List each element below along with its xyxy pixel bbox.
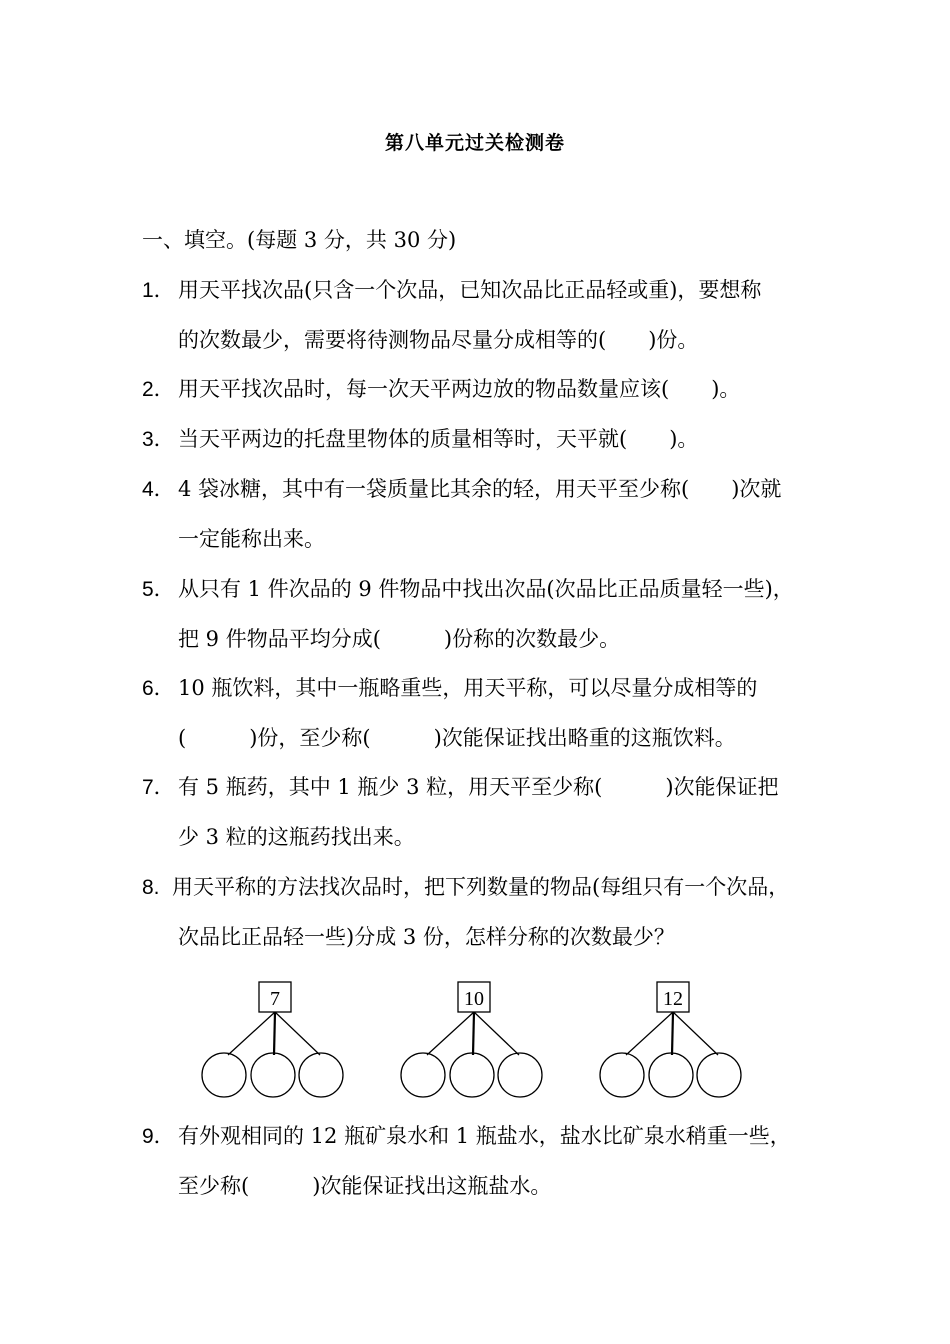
- group-count: 10: [464, 988, 484, 1010]
- page-title: 第八单元过关检测卷: [384, 132, 565, 154]
- answer-circle: [299, 1053, 343, 1097]
- question-text: 当天平两边的托盘里物体的质量相等时，天平就( )。: [178, 427, 699, 451]
- question-6: [142, 673, 757, 704]
- question-8-continued: 次品比正品轻一些)分成 3 份，怎样分称的次数最少？: [178, 925, 675, 949]
- question-number: 6．: [142, 677, 175, 700]
- answer-circle: [697, 1053, 741, 1097]
- answer-circle: [401, 1053, 445, 1097]
- question-6-continued: ( )份，至少称( )次能保证找出略重的这瓶饮料。: [178, 726, 736, 750]
- question-9-continued: 至少称( )次能保证找出这瓶盐水。: [178, 1174, 552, 1198]
- answer-circle: [600, 1053, 644, 1097]
- answer-circle: [450, 1053, 494, 1097]
- question-number: 8.: [142, 876, 160, 899]
- question-9: [142, 1121, 791, 1152]
- group-count: 7: [270, 988, 280, 1010]
- question-2: [142, 374, 740, 405]
- question-text: 4 袋冰糖，其中有一袋质量比其余的轻，用天平至少称( )次就: [178, 477, 782, 501]
- question-number: 7．: [142, 776, 175, 799]
- question-text: 有 5 瓶药，其中 1 瓶少 3 粒，用天平至少称( )次能保证把: [178, 775, 779, 799]
- section-heading: 一、填空。(每题 3 分，共 30 分): [142, 228, 457, 252]
- question-text: 10 瓶饮料，其中一瓶略重些，用天平称，可以尽量分成相等的: [178, 676, 758, 700]
- question-number: 5．: [142, 578, 175, 601]
- question-4: [142, 474, 781, 505]
- question-text: 有外观相同的 12 瓶矿泉水和 1 瓶盐水，盐水比矿泉水稍重一些，: [178, 1124, 791, 1148]
- question-8: [142, 872, 789, 903]
- question-1-continued: 的次数最少，需要将待测物品尽量分成相等的( )份。: [178, 328, 699, 352]
- question-1: [142, 275, 761, 306]
- answer-circle: [251, 1053, 295, 1097]
- q8-diagrams: [0, 975, 950, 1105]
- answer-circle: [649, 1053, 693, 1097]
- question-5-continued: 把 9 件物品平均分成( )份称的次数最少。: [178, 627, 621, 651]
- question-text: 用天平称的方法找次品时，把下列数量的物品(每组只有一个次品，: [172, 875, 790, 899]
- question-5: [142, 574, 794, 605]
- question-4-continued: 一定能称出来。: [178, 527, 325, 551]
- question-3: [142, 424, 698, 455]
- group-count: 12: [663, 988, 683, 1010]
- question-text: 用天平找次品时，每一次天平两边放的物品数量应该( )。: [178, 377, 741, 401]
- answer-circle: [202, 1053, 246, 1097]
- question-text: 从只有 1 件次品的 9 件物品中找出次品(次品比正品质量轻一些)，: [178, 577, 794, 601]
- question-number: 4．: [142, 478, 175, 501]
- answer-circle: [498, 1053, 542, 1097]
- question-number: 9．: [142, 1125, 175, 1148]
- question-7: [142, 772, 779, 803]
- question-7-continued: 少 3 粒的这瓶药找出来。: [178, 825, 415, 849]
- question-number: 1．: [142, 279, 175, 302]
- question-text: 用天平找次品(只含一个次品，已知次品比正品轻或重)，要想称: [178, 278, 762, 302]
- question-number: 2．: [142, 378, 175, 401]
- question-number: 3．: [142, 428, 175, 451]
